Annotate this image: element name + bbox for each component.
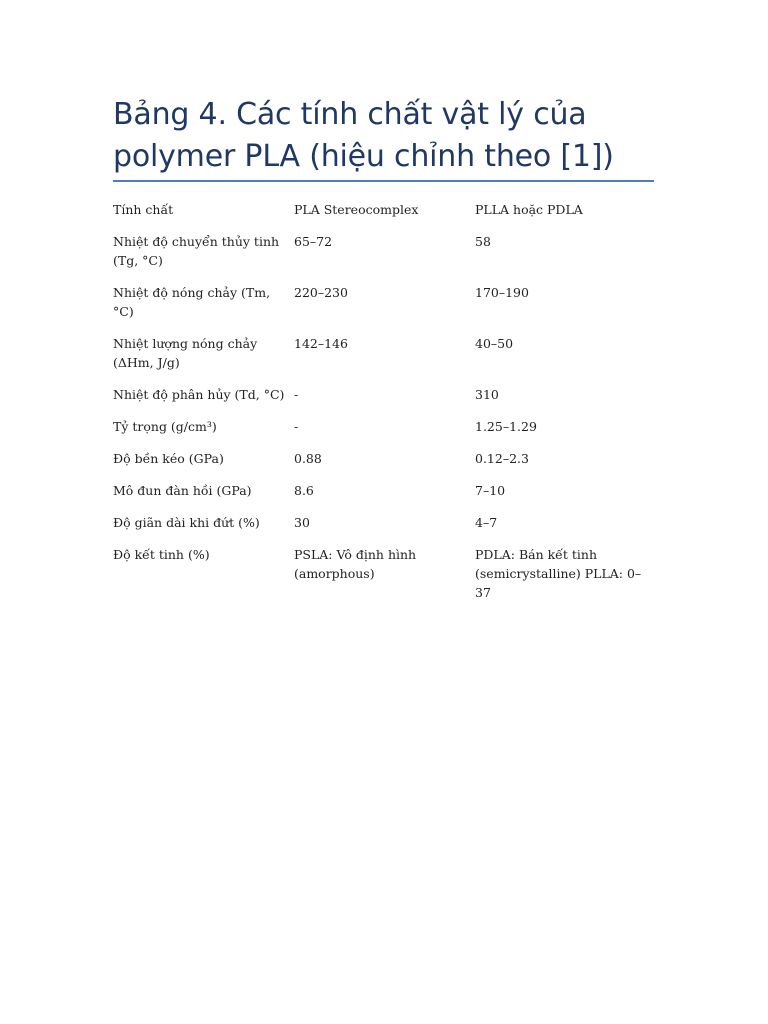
- cell-plla-pdla: PDLA: Bán kết tinh (semicrystalline) PLLA: 0–37: [475, 547, 642, 600]
- cell-property: Mô đun đàn hồi (GPa): [113, 483, 252, 498]
- table-row: [113, 334, 654, 385]
- cell-property: Nhiệt độ chuyển thủy tinh (Tg, °C): [113, 234, 280, 268]
- cell-stereocomplex: PSLA: Vô định hình (amorphous): [294, 547, 417, 581]
- cell-stereocomplex: -: [294, 387, 299, 402]
- table-row: [113, 232, 654, 283]
- cell-property: Độ kết tinh (%): [113, 547, 210, 562]
- table-header-row: [113, 200, 654, 232]
- cell-plla-pdla: 1.25–1.29: [475, 419, 537, 434]
- cell-plla-pdla: 4–7: [475, 515, 498, 530]
- cell-stereocomplex: 142–146: [294, 336, 348, 351]
- table-row: [113, 283, 654, 334]
- table-row: [113, 545, 654, 615]
- cell-plla-pdla: 170–190: [475, 285, 529, 300]
- table-caption: Bảng 4. Các tính chất vật lý của polymer PLA (hiệu chỉnh theo [1]): [113, 97, 614, 174]
- cell-stereocomplex: 8.6: [294, 483, 314, 498]
- table-row: [113, 417, 654, 449]
- cell-property: Độ giãn dài khi đứt (%): [113, 515, 260, 530]
- cell-property: Nhiệt độ nóng chảy (Tm, °C): [113, 285, 271, 319]
- cell-stereocomplex: 220–230: [294, 285, 348, 300]
- cell-plla-pdla: 310: [475, 387, 499, 402]
- cell-stereocomplex: 65–72: [294, 234, 333, 249]
- header-cell-property: Tính chất: [113, 202, 174, 217]
- cell-property: Nhiệt lượng nóng chảy (ΔHm, J/g): [113, 336, 258, 370]
- table-row: [113, 481, 654, 513]
- cell-plla-pdla: 0.12–2.3: [475, 451, 529, 466]
- table-row: [113, 449, 654, 481]
- cell-property: Tỷ trọng (g/cm³): [113, 419, 217, 434]
- header-cell-plla-pdla: PLLA hoặc PDLA: [475, 202, 583, 217]
- cell-stereocomplex: -: [294, 419, 299, 434]
- cell-property: Độ bền kéo (GPa): [113, 451, 224, 466]
- cell-plla-pdla: 40–50: [475, 336, 514, 351]
- table-row: [113, 385, 654, 417]
- cell-stereocomplex: 0.88: [294, 451, 322, 466]
- header-cell-stereocomplex: PLA Stereocomplex: [294, 202, 419, 217]
- cell-plla-pdla: 58: [475, 234, 491, 249]
- cell-plla-pdla: 7–10: [475, 483, 506, 498]
- properties-table: [113, 200, 654, 615]
- table-row: [113, 513, 654, 545]
- cell-stereocomplex: 30: [294, 515, 310, 530]
- cell-property: Nhiệt độ phân hủy (Td, °C): [113, 387, 285, 402]
- title-underline: [113, 180, 654, 182]
